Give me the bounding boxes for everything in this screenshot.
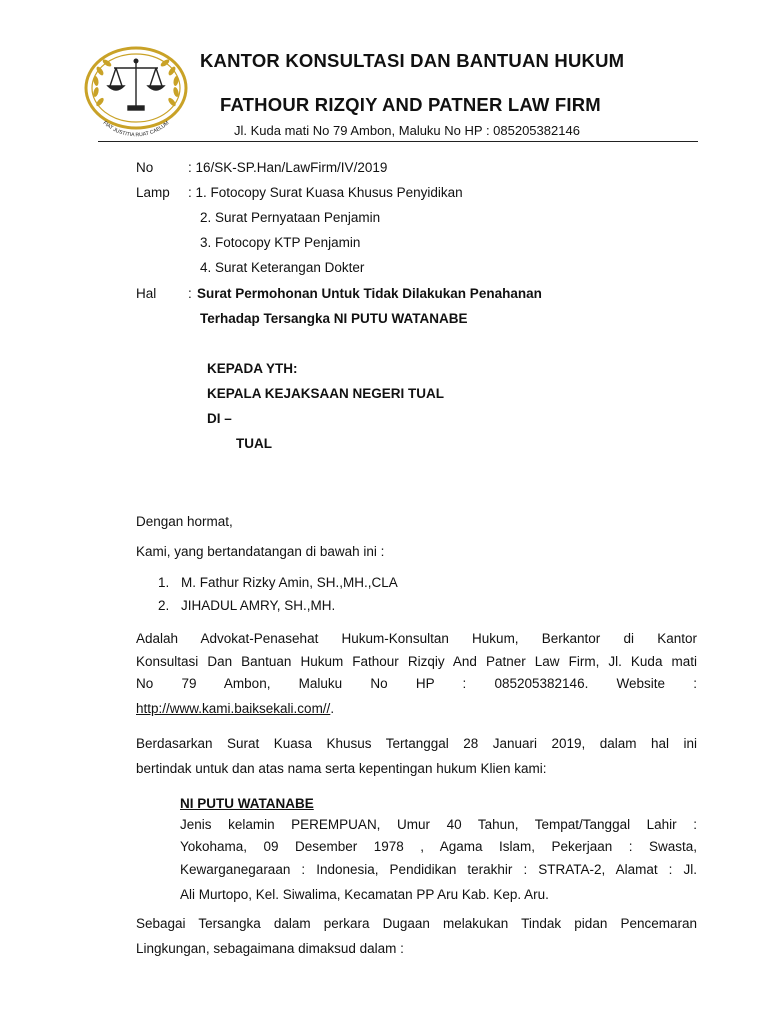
no-label: No — [136, 160, 154, 175]
no-value: : 16/SK-SP.Han/LawFirm/IV/2019 — [188, 160, 388, 175]
website-line — [136, 700, 334, 717]
lamp-item: : 1. Fotocopy Surat Kuasa Khusus Penyidikan — [188, 185, 463, 200]
recipient-line-3: DI – — [207, 411, 232, 426]
paragraph-line: Adalah Advokat-Penasehat Hukum-Konsultan Hukum, Berkantor di Kantor — [136, 631, 697, 646]
subject-line-1: Surat Permohonan Untuk Tidak Dilakukan Penahanan — [197, 286, 542, 301]
paragraph-line: Konsultasi Dan Bantuan Hukum Fathour Rizqiy And Patner Law Firm, Jl. Kuda mati — [136, 654, 697, 669]
greeting: Dengan hormat, — [136, 514, 233, 529]
letterhead-divider — [98, 141, 698, 142]
signatory-name: JIHADUL AMRY, SH.,MH. — [181, 598, 336, 613]
website-period: . — [330, 701, 335, 716]
firm-title-line-2: FATHOUR RIZQIY AND PATNER LAW FIRM — [220, 94, 601, 115]
client-detail-line: Ali Murtopo, Kel. Siwalima, Kecamatan PP Aru Kab. Kep. Aru. — [180, 887, 549, 902]
recipient-line-1: KEPADA YTH: — [207, 361, 298, 376]
paragraph-line: Lingkungan, sebagaimana dimaksud dalam : — [136, 941, 404, 956]
paragraph-line: No 79 Ambon, Maluku No HP : 085205382146. Website : — [136, 676, 697, 691]
paragraph-line: bertindak untuk dan atas nama serta kepentingan hukum Klien kami: — [136, 761, 547, 776]
lamp-item: 3. Fotocopy KTP Penjamin — [200, 235, 361, 250]
lamp-label: Lamp — [136, 185, 170, 200]
signatory-number: 2. — [158, 598, 170, 613]
intro-sentence: Kami, yang bertandatangan di bawah ini : — [136, 544, 385, 559]
lamp-item: 4. Surat Keterangan Dokter — [200, 260, 365, 275]
signatory-number: 1. — [158, 575, 170, 590]
client-detail-line: Yokohama, 09 Desember 1978 , Agama Islam, Pekerjaan : Swasta, — [180, 839, 697, 854]
subject-line-2: Terhadap Tersangka NI PUTU WATANABE — [200, 311, 468, 326]
client-detail-line: Kewarganegaraan : Indonesia, Pendidikan terakhir : STRATA-2, Alamat : Jl. — [180, 862, 697, 877]
paragraph-line: Sebagai Tersangka dalam perkara Dugaan melakukan Tindak pidan Pencemaran — [136, 916, 697, 931]
firm-title-line-1: KANTOR KONSULTASI DAN BANTUAN HUKUM — [200, 50, 625, 71]
lamp-item: 2. Surat Pernyataan Penjamin — [200, 210, 381, 225]
client-detail-line: Jenis kelamin PEREMPUAN, Umur 40 Tahun, Tempat/Tanggal Lahir : — [180, 817, 697, 832]
logo-motto: FIAT JUSTITIA RUAT CAELUM — [101, 120, 171, 139]
hal-label: Hal — [136, 286, 157, 301]
website-link[interactable]: http://www.kami.baiksekali.com// — [136, 701, 331, 716]
hal-colon: : — [188, 286, 192, 301]
paragraph-line: Berdasarkan Surat Kuasa Khusus Tertanggal 28 Januari 2019, dalam hal ini — [136, 736, 697, 751]
law-firm-logo — [76, 44, 196, 140]
client-name: NI PUTU WATANABE — [180, 796, 314, 811]
recipient-line-2: KEPALA KEJAKSAAN NEGERI TUAL — [207, 386, 445, 401]
firm-address: Jl. Kuda mati No 79 Ambon, Maluku No HP : 085205382146 — [234, 123, 580, 138]
signatory-name: M. Fathur Rizky Amin, SH.,MH.,CLA — [181, 575, 398, 590]
recipient-line-4: TUAL — [236, 436, 272, 451]
